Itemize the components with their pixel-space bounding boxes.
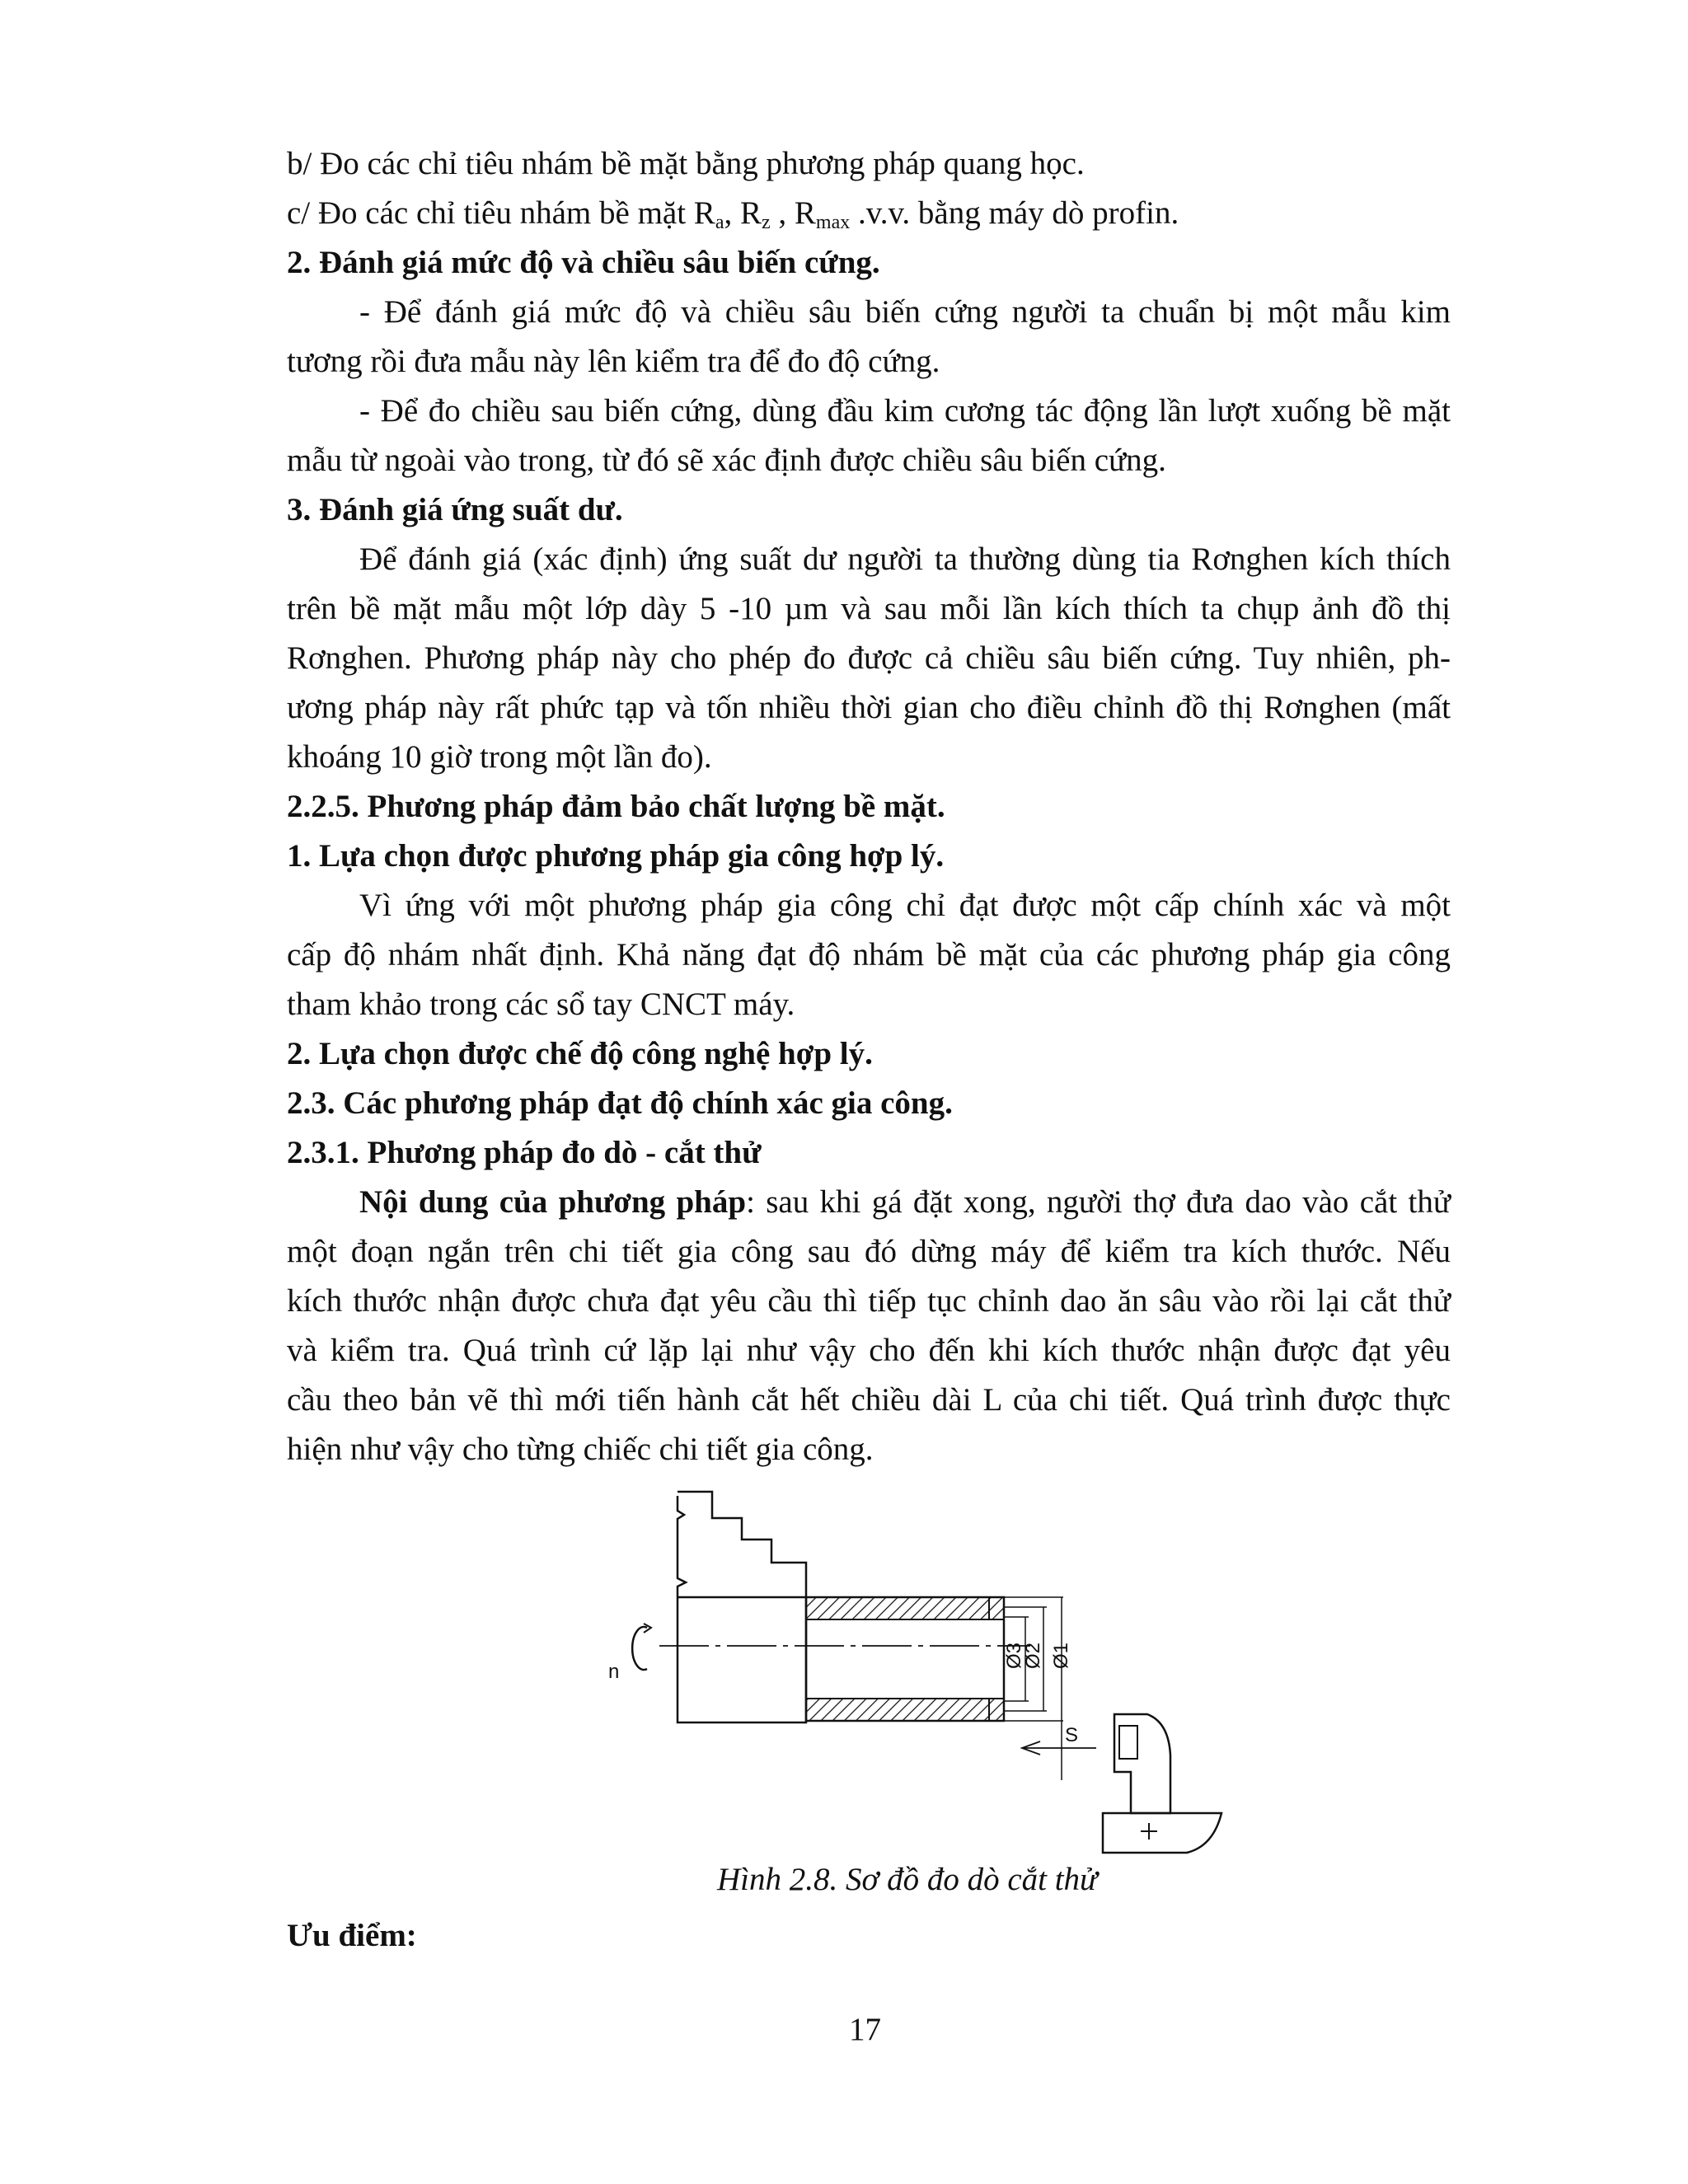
text-line: cầu theo bản vẽ thì mới tiến hành cắt hết chiều dài L của chi tiết. Quá trình được thực	[287, 1382, 1451, 1418]
section-heading: 2. Lựa chọn được chế độ công nghệ hợp lý.	[287, 1036, 873, 1071]
text-line: b/ Đo các chỉ tiêu nhám bề mặt bằng phương pháp quang học.	[287, 146, 1085, 181]
text-line: mẫu từ ngoài vào trong, từ đó sẽ xác định được chiều sâu biến cứng.	[287, 443, 1166, 478]
text-line: ương pháp này rất phức tạp và tốn nhiều thời gian cho điều chỉnh đồ thị Rơnghen (mất	[287, 690, 1451, 725]
section-heading-advantages: Ưu điểm:	[287, 1918, 417, 1953]
cutting-tool	[1114, 1714, 1170, 1813]
text-line: và kiểm tra. Quá trình cứ lặp lại như vậy cho đến khi kích thước nhận được đạt yêu	[287, 1333, 1451, 1368]
rotation-arrow-icon	[632, 1627, 647, 1670]
section-heading: 2.3. Các phương pháp đạt độ chính xác gia công.	[287, 1085, 953, 1121]
spindle-speed-label: n	[608, 1661, 620, 1683]
text-line: Nội dung của phương pháp: sau khi gá đặt xong, người thợ đưa dao vào cắt thử	[359, 1184, 1451, 1220]
section-heading: 1. Lựa chọn được phương pháp gia công hợp lý.	[287, 838, 945, 874]
section-heading: 2.2.5. Phương pháp đảm bảo chất lượng bề mặt.	[287, 789, 945, 824]
dim-label-d2: Ø2	[1022, 1642, 1044, 1669]
text-line: - Để đo chiều sau biến cứng, dùng đầu kim cương tác động lần lượt xuống bề mặt	[359, 393, 1451, 429]
workpiece-hatch-bottom	[806, 1699, 989, 1721]
tool-insert	[1119, 1726, 1137, 1759]
workpiece-hatch-top	[806, 1597, 989, 1619]
feed-label: S	[1065, 1724, 1079, 1746]
text-line: một đoạn ngắn trên chi tiết gia công sau đó dừng máy để kiểm tra kích thước. Nếu	[287, 1234, 1451, 1269]
text-line: kích thước nhận được chưa đạt yêu cầu thì tiếp tục chỉnh dao ăn sâu vào rồi lại cắt thử	[287, 1283, 1451, 1319]
tool-holder-base	[1103, 1813, 1221, 1853]
text-line: Rơnghen. Phương pháp này cho phép đo được cả chiều sâu biến cứng. Tuy nhiên, ph-	[287, 640, 1451, 676]
page-number: 17	[849, 2012, 881, 2047]
text-line: trên bề mặt mẫu một lớp dày 5 -10 µm và sau mỗi lần kích thích ta chụp ảnh đồ thị	[287, 591, 1451, 626]
section-heading: 2. Đánh giá mức độ và chiều sâu biến cứng.	[287, 245, 880, 280]
trial-cut-step-bottom	[989, 1699, 1004, 1721]
dim-label-d3: Ø3	[1003, 1642, 1025, 1669]
text-line: hiện như vậy cho từng chiếc chi tiết gia công.	[287, 1432, 874, 1467]
text-line: Để đánh giá (xác định) ứng suất dư người ta thường dùng tia Rơnghen kích thích	[359, 541, 1451, 577]
text-line: tham khảo trong các sổ tay CNCT máy.	[287, 987, 795, 1022]
text-line-roughness-params: c/ Đo các chỉ tiêu nhám bề mặt $R_a$, $R_z$ , $R_{max}$ .v.v. bằng máy dò profin.	[287, 195, 1179, 233]
text-line: tương rồi đưa mẫu này lên kiểm tra để đo độ cứng.	[287, 344, 940, 379]
trial-cut-step-top	[989, 1597, 1004, 1619]
text-line: cấp độ nhám nhất định. Khả năng đạt độ nhám bề mặt của các phương pháp gia công	[287, 937, 1451, 972]
chuck-jaw-steps	[678, 1492, 806, 1597]
text-line: - Để đánh giá mức độ và chiều sâu biến cứng người ta chuẩn bị một mẫu kim	[359, 294, 1451, 330]
figure-caption: Hình 2.8. Sơ đồ đo dò cắt thử	[717, 1862, 1098, 1897]
section-heading: 2.3.1. Phương pháp đo dò - cắt thử	[287, 1135, 762, 1170]
text-line: Vì ứng với một phương pháp gia công chỉ đạt được một cấp chính xác và một	[359, 888, 1451, 923]
dim-label-d1: Ø1	[1050, 1642, 1072, 1669]
text-line: khoáng 10 giờ trong một lần đo).	[287, 739, 712, 775]
section-heading: 3. Đánh giá ứng suất dư.	[287, 492, 623, 527]
